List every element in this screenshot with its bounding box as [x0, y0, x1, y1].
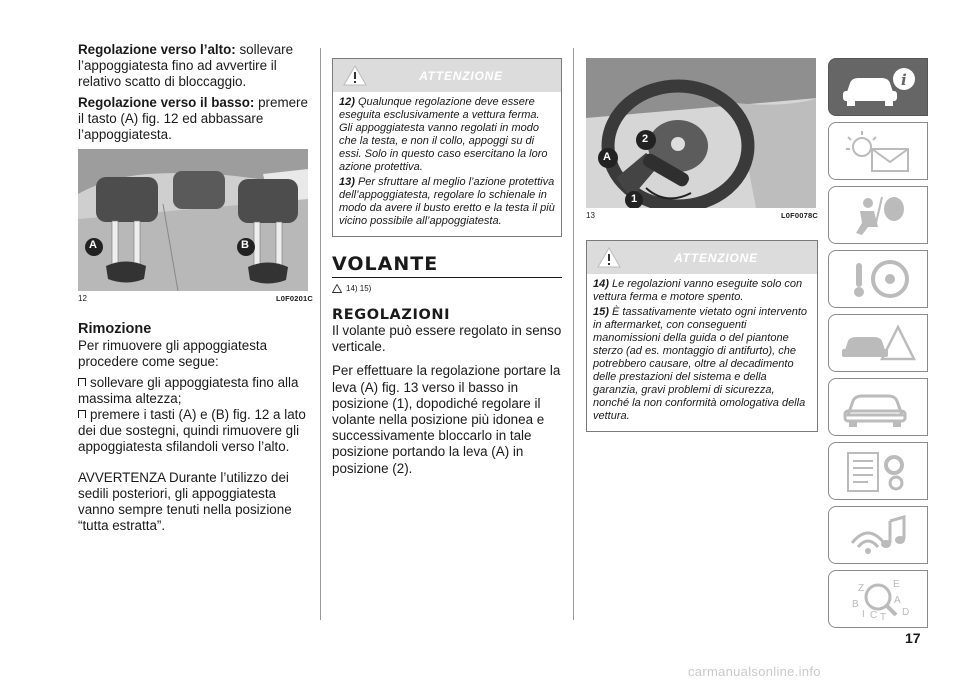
note-text: Qualunque regolazione deve essere eseguita esclusivamente a vettura ferma. Gli appoggiatesta vanno regolati in modo che la testa, e non il collo, appoggi su di essi. Solo in questo caso esercitano la loro azione protettiva.: [339, 96, 548, 173]
column-3: [586, 58, 818, 432]
warning-title: ATTENZIONE: [419, 68, 503, 83]
tab-technical-data[interactable]: [828, 442, 928, 500]
bullet-item: [78, 407, 313, 456]
warning-note-12: [339, 96, 555, 174]
lead-adjust-up: Regolazione verso l’alto:: [78, 42, 236, 57]
index-letter: E: [893, 579, 900, 590]
technical-data-icon: [838, 449, 918, 493]
tab-warning-lights[interactable]: [828, 122, 928, 180]
index-letter: T: [880, 612, 887, 621]
index-letter: D: [902, 607, 910, 618]
bullet-item: [78, 375, 313, 407]
paragraph-adjust-down: [78, 95, 313, 144]
warning-lights-icon: [838, 129, 918, 173]
bullet-marker-icon: [78, 410, 86, 418]
driving-icon: [838, 257, 918, 301]
index-letter: B: [852, 599, 859, 610]
warning-note-13: [339, 176, 555, 228]
tab-index[interactable]: [828, 570, 928, 628]
multimedia-icon: [838, 513, 918, 557]
figure-12-headrests: [78, 149, 308, 291]
note-text: Per sfruttare al meglio l’azione protettiva dell’appoggiatesta, regolare lo schienale in modo da avere il busto eretto e la testa il più vicino possibile all’appoggiatesta.: [339, 176, 555, 227]
tab-maintenance[interactable]: [828, 378, 928, 436]
column-divider: [320, 48, 321, 620]
warning-header: [587, 241, 817, 274]
emergency-icon: [838, 321, 918, 365]
index-letter: C: [870, 610, 878, 621]
text-adjust-up: sollevare l’appoggiatesta fino ad avvertire il relativo scatto di bloccaggio.: [78, 42, 294, 90]
paragraph-adjust-up: [78, 42, 313, 91]
bullet-text: premere i tasti (A) e (B) fig. 12 a lato dei due sostegni, quindi rimuovere gli appoggiatesta sfilandoli verso l’alto.: [78, 407, 306, 455]
figure-13-caption: [586, 211, 818, 220]
index-letter: Z: [858, 583, 865, 594]
footer-watermark[interactable]: carmanualsonline.info: [688, 664, 821, 679]
lead-adjust-down: Regolazione verso il basso:: [78, 94, 255, 110]
figure-label-b: B: [241, 239, 249, 252]
bullet-marker-icon: [78, 378, 86, 386]
warning-refs-text: 14) 15): [346, 284, 372, 293]
index-letter: A: [894, 595, 901, 606]
figure-label-a: A: [603, 151, 611, 163]
car-info-icon: [838, 65, 918, 109]
airbag-safety-icon: [838, 193, 918, 237]
figure-number: 13: [586, 211, 595, 220]
bullet-text: sollevare gli appoggiatesta fino alla massima altezza;: [78, 374, 299, 406]
figure-code: L0F0201C: [275, 294, 313, 304]
small-warning-icon: [332, 284, 342, 293]
warning-title: ATTENZIONE: [674, 250, 758, 265]
section-title-volante: VOLANTE: [332, 253, 562, 278]
warning-body: [587, 274, 817, 431]
warning-box: [586, 240, 818, 432]
figure-code: L0F0078C: [780, 211, 818, 220]
tab-driving[interactable]: [828, 250, 928, 308]
warning-refs: [332, 284, 562, 293]
paragraph-volante-2: Per effettuare la regolazione portare la leva (A) fig. 13 verso il basso in posizione (1), dopodiché regolare il volante nella posizione più idonea e successivamente bloccarlo in tale posizione portando la leva (A) in posizione (2).: [332, 363, 561, 476]
warning-body: [333, 92, 561, 236]
page-number: 17: [905, 630, 921, 646]
chapter-tabs: [828, 58, 928, 634]
warning-note-15: [593, 306, 811, 423]
figure-label-1: 1: [631, 193, 638, 205]
heading-rimozione: Rimozione: [78, 321, 152, 338]
note-number: 13): [339, 176, 355, 188]
figure-13-steering: [586, 58, 816, 208]
tab-multimedia[interactable]: [828, 506, 928, 564]
note-number: 15): [593, 306, 609, 318]
svg-text:i: i: [901, 71, 907, 89]
tab-car-info[interactable]: [828, 58, 928, 116]
warning-triangle-icon: [597, 247, 621, 268]
index-letter: I: [862, 609, 865, 620]
warning-triangle-icon: [343, 65, 367, 86]
warning-box: [332, 58, 562, 237]
paragraph-rimozione: Per rimuovere gli appoggiatesta procedere come segue:: [78, 338, 268, 370]
figure-number: 12: [78, 294, 87, 304]
paragraph-volante-1: Il volante può essere regolato in senso verticale.: [332, 323, 562, 355]
tab-emergency[interactable]: [828, 314, 928, 372]
index-icon: [838, 577, 918, 621]
note-number: 12): [339, 96, 355, 108]
paragraph-avvertenza: AVVERTENZA Durante l’utilizzo dei sedili posteriori, gli appoggiatesta vanno sempre tenuti nella posizione “tutta estratta”.: [78, 469, 292, 534]
tab-safety[interactable]: [828, 186, 928, 244]
text-adjust-down: premere il tasto (A) fig. 12 ed abbassare l’appoggiatesta.: [78, 94, 308, 143]
column-divider: [573, 48, 574, 620]
warning-note-14: [593, 278, 811, 304]
subsection-title-regolazioni: REGOLAZIONI: [332, 307, 451, 323]
column-1: [78, 42, 313, 538]
note-text: Le regolazioni vanno eseguite solo con vettura ferma e motore spento.: [593, 278, 803, 303]
maintenance-icon: [838, 385, 918, 429]
column-2: [332, 58, 562, 481]
figure-label-2: 2: [642, 133, 649, 145]
note-text: È tassativamente vietato ogni intervento in aftermarket, con conseguenti manomissioni della guida o del piantone sterzo (ad es. montaggio di antifurto), che potrebbero causare, oltre al decadimento delle prestazioni del sistema e della garanzia, gravi problemi di sicurezza, nonché la non conformità omologativa della vettura.: [593, 306, 808, 422]
note-number: 14): [593, 278, 609, 290]
figure-label-a: A: [89, 239, 97, 252]
warning-header: [333, 59, 561, 92]
figure-12-caption: [78, 294, 313, 303]
